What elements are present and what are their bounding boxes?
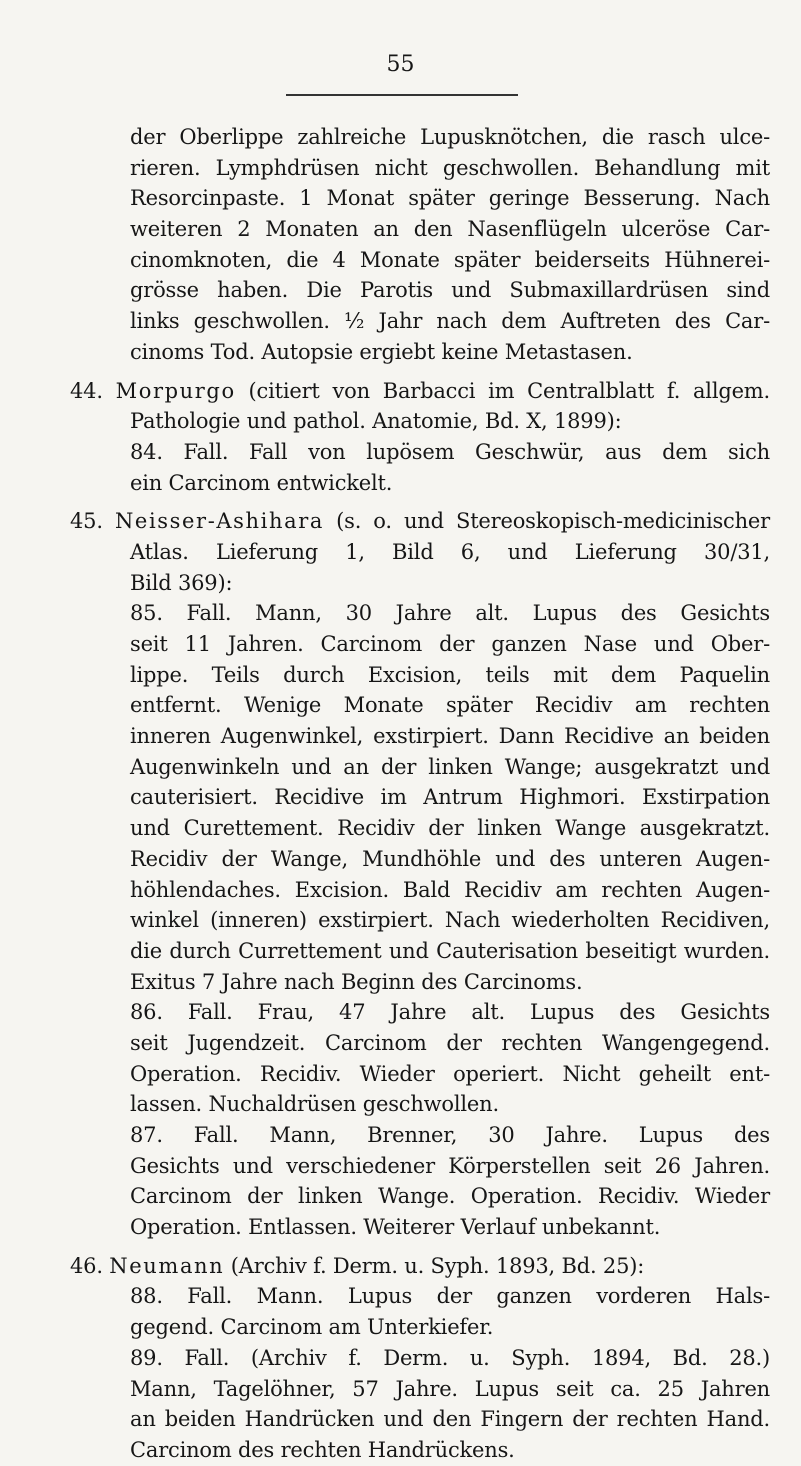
entry-46 xyxy=(70,1251,770,1466)
text-line: Carcinom des rechten Handrückens. xyxy=(130,1437,515,1462)
citation-text: (citiert von Barbacci im Centralblatt f. allgem. xyxy=(235,378,770,403)
text-line: 89. Fall. (Archiv f. Derm. u. Syph. 1894, Bd. 28.) xyxy=(130,1345,770,1370)
text-line: Carcinom der linken Wange. Operation. Recidiv. Wieder xyxy=(130,1184,770,1209)
text-line: rieren. Lymphdrüsen nicht geschwollen. Behandlung mit xyxy=(130,155,770,180)
author-name: Neumann xyxy=(109,1253,225,1278)
text-line: Exitus 7 Jahre nach Beginn des Carcinoms. xyxy=(130,969,583,994)
text-line: seit Jugendzeit. Carcinom der rechten Wangengegend. xyxy=(130,1030,770,1055)
body-text xyxy=(70,122,770,1466)
author-name: Morpurgo xyxy=(115,378,236,403)
author-name: Neisser-Ashihara xyxy=(114,509,324,534)
text-line: cinomknoten, die 4 Monate später beiderseits Hühnerei- xyxy=(130,247,770,272)
text-line: Resorcinpaste. 1 Monat später geringe Besserung. Nach xyxy=(130,186,770,211)
header-rule xyxy=(286,94,518,96)
text-line: höhlendaches. Excision. Bald Recidiv am rechten Augen- xyxy=(130,877,770,902)
case-43-continuation xyxy=(70,122,770,368)
citation-line: Pathologie und pathol. Anatomie, Bd. X, 1899): xyxy=(130,409,622,434)
text-line: 87. Fall. Mann, Brenner, 30 Jahre. Lupus des xyxy=(130,1123,770,1147)
text-line: 84. Fall. Fall von lupösem Geschwür, aus dem sich xyxy=(130,439,770,464)
text-line: 86. Fall. Frau, 47 Jahre alt. Lupus des Gesichts xyxy=(130,1000,770,1025)
text-line: links geschwollen. ½ Jahr nach dem Auftreten des Car- xyxy=(130,309,770,334)
entry-number: 44. xyxy=(70,378,103,403)
citation-text: (Archiv f. Derm. u. Syph. 1893, Bd. 25): xyxy=(224,1253,645,1278)
citation-line: Atlas. Lieferung 1, Bild 6, und Lieferung 30/31, xyxy=(130,539,770,564)
text-line: inneren Augenwinkel, exstirpiert. Dann Recidive an beiden xyxy=(130,724,770,749)
entry-number: 46. xyxy=(70,1253,103,1278)
text-line: an beiden Handrücken und den Fingern der rechten Hand. xyxy=(130,1407,770,1432)
entry-header-line xyxy=(70,376,770,407)
text-line: entfernt. Wenige Monate später Recidiv am rechten xyxy=(130,693,770,718)
text-line: gegend. Carcinom am Unterkiefer. xyxy=(130,1315,494,1340)
text-line: Gesichts und verschiedener Körperstellen seit 26 Jahren. xyxy=(130,1153,770,1178)
text-line: seit 11 Jahren. Carcinom der ganzen Nase und Ober- xyxy=(130,632,770,656)
entry-number: 45. xyxy=(70,509,103,534)
text-line: Operation. Entlassen. Weiterer Verlauf unbekannt. xyxy=(130,1215,661,1240)
text-line: weiteren 2 Monaten an den Nasenflügeln ulceröse Car- xyxy=(130,217,770,242)
text-line: der Oberlippe zahlreiche Lupusknötchen, die rasch ulce- xyxy=(130,125,770,149)
text-line: Augenwinkeln und an der linken Wange; ausgekratzt und xyxy=(130,754,770,779)
text-line: cinoms Tod. Autopsie ergiebt keine Metastasen. xyxy=(130,339,633,364)
entry-44 xyxy=(70,376,770,499)
text-line: Recidiv der Wange, Mundhöhle und des unteren Augen- xyxy=(130,846,770,871)
citation-line: Bild 369): xyxy=(130,570,233,595)
text-line: Operation. Recidiv. Wieder operiert. Nicht geheilt ent- xyxy=(130,1061,770,1086)
citation-text: (s. o. und Stereoskopisch-medicinischer xyxy=(323,509,770,534)
text-line: und Curettement. Recidiv der linken Wange ausgekratzt. xyxy=(130,816,770,841)
text-line: die durch Currettement und Cauterisation beseitigt wurden. xyxy=(130,938,770,963)
text-line: grösse haben. Die Parotis und Submaxillardrüsen sind xyxy=(130,278,770,303)
text-line: lassen. Nuchaldrüsen geschwollen. xyxy=(130,1092,499,1117)
text-line: lippe. Teils durch Excision, teils mit dem Paquelin xyxy=(130,662,770,687)
text-line: ein Carcinom entwickelt. xyxy=(130,470,393,495)
text-line: winkel (inneren) exstirpiert. Nach wiederholten Recidiven, xyxy=(130,908,770,933)
entry-header-line xyxy=(70,506,770,537)
entry-header-line xyxy=(70,1251,770,1282)
text-line: Mann, Tagelöhner, 57 Jahre. Lupus seit ca. 25 Jahren xyxy=(130,1376,770,1401)
page-number: 55 xyxy=(386,52,415,77)
text-line: cauterisiert. Recidive im Antrum Highmori. Exstirpation xyxy=(130,785,770,810)
entry-45 xyxy=(70,506,770,1243)
text-line: 85. Fall. Mann, 30 Jahre alt. Lupus des Gesichts xyxy=(130,601,770,626)
text-line: 88. Fall. Mann. Lupus der ganzen vorderen Hals- xyxy=(130,1284,770,1309)
